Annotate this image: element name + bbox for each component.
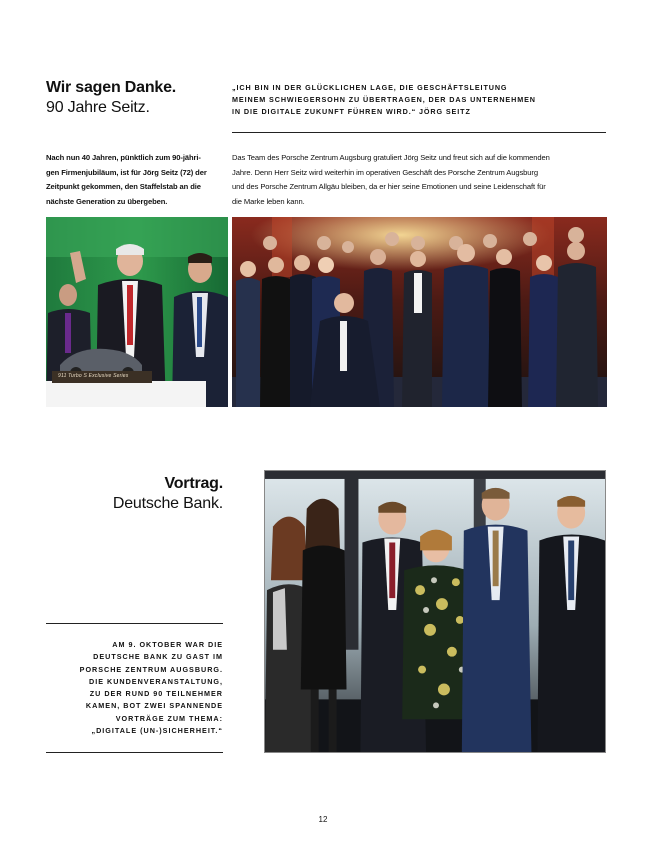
model-plaque-text: 911 Turbo S Exclusive Series [58, 373, 129, 379]
section1-title: Wir sagen Danke. [46, 79, 177, 96]
lead-line: nächste Generation zu übergeben. [46, 196, 168, 206]
event-summary [46, 639, 223, 737]
summary-line: „DIGITALE (UN-)SICHERHEIT.“ [91, 726, 223, 736]
quote-line: MEINEM SCHWIEGERSOHN ZU ÜBERTRAGEN, DER DAS UNTERNEHMEN [232, 95, 536, 105]
summary-line: VORTRÄGE ZUM THEMA: [115, 713, 223, 723]
caps-top-divider [46, 623, 223, 624]
photo-deutsche-bank-group [264, 470, 606, 753]
caps-bottom-divider [46, 752, 223, 753]
body-line: die Marke leben kann. [232, 196, 305, 206]
photo-award-ceremony [46, 217, 228, 407]
section1-subtitle: 90 Jahre Seitz. [46, 99, 150, 116]
body-paragraph [232, 151, 610, 209]
body-line: Jahre. Denn Herr Seitz wird weiterhin im operativen Geschäft des Porsche Zentrum Augsburg [232, 167, 538, 177]
body-line: Das Team des Porsche Zentrum Augsburg gratuliert Jörg Seitz und freut sich auf die kommenden [232, 153, 550, 162]
lead-line: Nach nun 40 Jahren, pünktlich zum 90-jähri- [46, 153, 201, 162]
lead-paragraph [46, 151, 226, 209]
quote-block [232, 82, 612, 119]
photo-team-group [232, 217, 607, 407]
summary-line: AM 9. OKTOBER WAR DIE [112, 640, 223, 649]
summary-line: ZU DER RUND 90 TEILNEHMER [89, 689, 223, 699]
quote-line [232, 106, 612, 118]
page-number: 12 [318, 815, 328, 824]
quote-line-text: IN DIE DIGITALE ZUKUNFT FÜHREN WIRD.“ [232, 107, 417, 117]
section2-subtitle: Deutsche Bank. [112, 495, 223, 512]
quote-author: JÖRG SEITZ [419, 107, 471, 117]
lead-line: gen Firmenjubiläum, ist für Jörg Seitz (72) der [46, 167, 207, 177]
section2-title: Vortrag. [164, 475, 223, 492]
quote-divider [232, 132, 606, 133]
summary-line: KAMEN, BOT ZWEI SPANNENDE [85, 701, 223, 711]
summary-line: PORSCHE ZENTRUM AUGSBURG. [79, 664, 223, 674]
body-line: und des Porsche Zentrum Allgäu bleiben, da er hier seine Emotionen und seine Leidenschaft für [232, 182, 546, 191]
summary-line: DIE KUNDENVERANSTALTUNG, [89, 676, 223, 686]
lead-line: Zeitpunkt gekommen, den Staffelstab an die [46, 182, 201, 191]
summary-line: DEUTSCHE BANK ZU GAST IM [93, 652, 223, 662]
quote-line: „ICH BIN IN DER GLÜCKLICHEN LAGE, DIE GESCHÄFTSLEITUNG [232, 83, 508, 92]
